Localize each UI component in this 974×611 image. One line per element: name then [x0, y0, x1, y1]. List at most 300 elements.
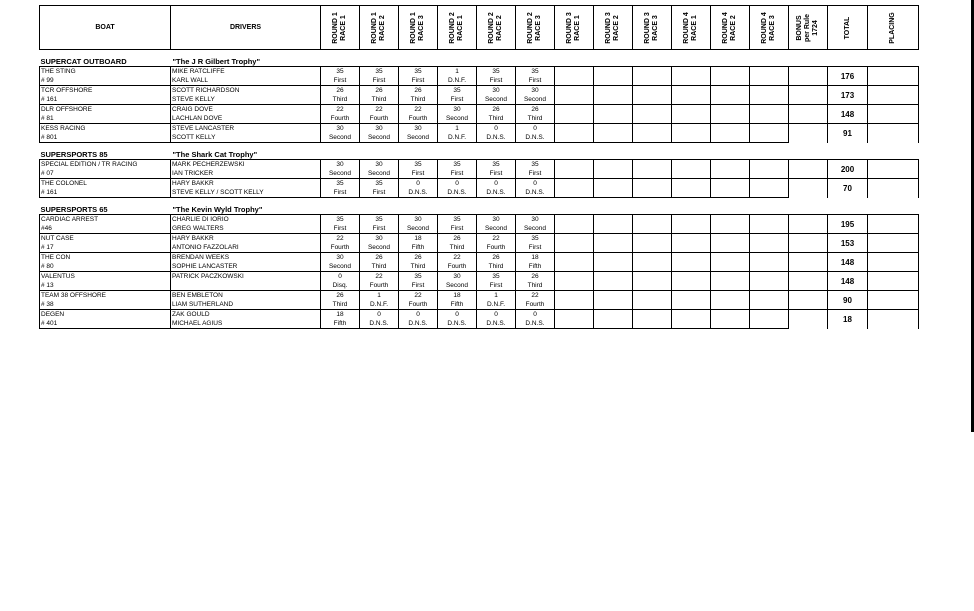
race-place: Fourth	[516, 300, 555, 310]
race-place: Third	[477, 262, 516, 272]
race-points	[750, 291, 789, 301]
race-place	[672, 169, 711, 179]
race-place: Third	[360, 95, 399, 105]
race-points: 22	[360, 272, 399, 282]
race-place	[594, 133, 633, 143]
entry-row-detail	[40, 95, 919, 105]
race-points	[672, 310, 711, 320]
race-points: 30	[477, 86, 516, 96]
race-points: 18	[321, 310, 360, 320]
race-place: First	[360, 224, 399, 234]
entry-row-detail	[40, 262, 919, 272]
race-points	[672, 105, 711, 115]
race-place	[711, 133, 750, 143]
boat-name: VALENTUS	[40, 272, 171, 282]
bonus-cell	[789, 86, 828, 105]
race-points: 26	[399, 253, 438, 263]
driver-1: SCOTT RICHARDSON	[171, 86, 321, 96]
bonus-cell	[789, 272, 828, 291]
race-place: First	[438, 224, 477, 234]
race-points: 35	[321, 67, 360, 77]
race-points	[711, 124, 750, 134]
race-points: 35	[399, 67, 438, 77]
race-header-8	[594, 6, 633, 50]
boat-number: # 401	[40, 319, 171, 329]
race-header-7-label: ROUND 3 RACE 1	[566, 11, 581, 44]
race-points: 22	[360, 105, 399, 115]
driver-1: MARK PECHERZEWSKI	[171, 160, 321, 170]
race-place: Fourth	[399, 300, 438, 310]
race-points: 1	[360, 291, 399, 301]
race-points: 22	[477, 234, 516, 244]
race-points: 0	[477, 310, 516, 320]
race-points	[711, 215, 750, 225]
section-header-row	[40, 55, 919, 67]
placing-header-label: PLACING	[889, 11, 896, 44]
race-place	[594, 169, 633, 179]
bonus-cell	[789, 67, 828, 86]
race-header-7	[555, 6, 594, 50]
race-points	[711, 310, 750, 320]
race-header-4-label: ROUND 2 RACE 1	[449, 11, 464, 44]
entry-row	[40, 179, 919, 189]
race-points	[594, 272, 633, 282]
race-points	[711, 86, 750, 96]
driver-1: BRENDAN WEEKS	[171, 253, 321, 263]
race-points: 26	[321, 291, 360, 301]
race-place	[555, 169, 594, 179]
driver-2: STEVE KELLY	[171, 95, 321, 105]
driver-2: IAN TRICKER	[171, 169, 321, 179]
entry-row	[40, 310, 919, 320]
boat-header: BOAT	[40, 6, 171, 50]
race-points: 35	[516, 67, 555, 77]
race-points	[750, 253, 789, 263]
race-place	[672, 188, 711, 198]
driver-1: STEVE LANCASTER	[171, 124, 321, 134]
boat-number: # 161	[40, 188, 171, 198]
placing-cell	[868, 215, 919, 234]
race-place	[633, 188, 672, 198]
race-points: 26	[516, 272, 555, 282]
driver-1: CHARLIE DI IORIO	[171, 215, 321, 225]
race-header-5-label: ROUND 2 RACE 2	[488, 11, 503, 44]
boat-name: CARDIAC ARREST	[40, 215, 171, 225]
race-points	[633, 67, 672, 77]
total-value: 18	[828, 310, 868, 329]
race-points	[594, 105, 633, 115]
boat-name: THE STING	[40, 67, 171, 77]
race-place	[555, 319, 594, 329]
race-points	[633, 291, 672, 301]
boat-name: DEGEN	[40, 310, 171, 320]
race-points	[672, 272, 711, 282]
race-points: 30	[438, 105, 477, 115]
race-points	[672, 86, 711, 96]
total-value: 148	[828, 105, 868, 124]
driver-2: LIAM SUTHERLAND	[171, 300, 321, 310]
race-place	[711, 114, 750, 124]
race-header-1-label: ROUND 1 RACE 1	[332, 11, 347, 44]
entry-row	[40, 253, 919, 263]
bonus-cell	[789, 310, 828, 329]
race-points: 35	[321, 215, 360, 225]
driver-2: MICHAEL AGIUS	[171, 319, 321, 329]
race-points	[750, 179, 789, 189]
section-name: SUPERSPORTS 85	[40, 150, 108, 159]
race-place	[594, 224, 633, 234]
trophy-name: "The Shark Cat Trophy"	[172, 150, 258, 159]
placing-header	[868, 6, 919, 50]
race-place	[555, 188, 594, 198]
race-place: D.N.F.	[360, 300, 399, 310]
total-value: 148	[828, 272, 868, 291]
total-value: 91	[828, 124, 868, 143]
race-points	[750, 86, 789, 96]
race-place	[555, 224, 594, 234]
boat-number: # 81	[40, 114, 171, 124]
race-place: First	[321, 224, 360, 234]
race-place	[750, 243, 789, 253]
race-points: 30	[321, 160, 360, 170]
race-points	[633, 234, 672, 244]
total-header	[828, 6, 868, 50]
race-points: 30	[399, 215, 438, 225]
section-filler	[321, 55, 919, 67]
race-place	[672, 262, 711, 272]
race-points: 30	[360, 124, 399, 134]
race-points: 0	[399, 179, 438, 189]
race-points	[555, 179, 594, 189]
race-place	[594, 281, 633, 291]
race-place: Third	[516, 281, 555, 291]
race-place: First	[516, 76, 555, 86]
race-place: Second	[360, 243, 399, 253]
race-place: Second	[516, 224, 555, 234]
race-place: First	[477, 76, 516, 86]
race-place: Fifth	[438, 300, 477, 310]
boat-name: SPECIAL EDITION / TR RACING	[40, 160, 171, 170]
race-points: 30	[321, 253, 360, 263]
driver-1: BEN EMBLETON	[171, 291, 321, 301]
entry-row-detail	[40, 319, 919, 329]
race-place	[672, 243, 711, 253]
race-place: Third	[516, 114, 555, 124]
race-points: 26	[477, 105, 516, 115]
race-points	[672, 67, 711, 77]
total-header-label: TOTAL	[843, 16, 851, 39]
race-points	[633, 179, 672, 189]
entry-row	[40, 105, 919, 115]
race-header-2-label: ROUND 1 RACE 2	[371, 11, 386, 44]
race-place	[594, 300, 633, 310]
race-place: First	[438, 95, 477, 105]
race-place	[633, 133, 672, 143]
race-points	[594, 253, 633, 263]
race-place	[672, 95, 711, 105]
driver-2: KARL WALL	[171, 76, 321, 86]
race-place: First	[516, 169, 555, 179]
race-points: 35	[477, 67, 516, 77]
race-place: Second	[399, 133, 438, 143]
race-place: First	[399, 169, 438, 179]
race-points	[555, 234, 594, 244]
race-place: D.N.F.	[438, 133, 477, 143]
race-place	[672, 300, 711, 310]
race-place: D.N.S.	[477, 133, 516, 143]
race-place	[750, 300, 789, 310]
header-row	[40, 6, 919, 50]
race-place	[672, 281, 711, 291]
bonus-cell	[789, 105, 828, 124]
race-points: 30	[360, 234, 399, 244]
race-points: 1	[438, 124, 477, 134]
race-place: Third	[477, 114, 516, 124]
boat-name: DLR OFFSHORE	[40, 105, 171, 115]
race-header-5	[477, 6, 516, 50]
race-points: 0	[516, 310, 555, 320]
race-points	[594, 124, 633, 134]
race-points	[711, 253, 750, 263]
race-place	[750, 95, 789, 105]
race-place	[555, 262, 594, 272]
bonus-cell	[789, 124, 828, 143]
race-points	[750, 272, 789, 282]
placing-cell	[868, 291, 919, 310]
driver-1: PATRICK PACZKOWSKI	[171, 272, 321, 282]
race-place: Second	[516, 95, 555, 105]
boat-name: KESS RACING	[40, 124, 171, 134]
total-value: 200	[828, 160, 868, 179]
entry-row	[40, 86, 919, 96]
race-place: Fifth	[321, 319, 360, 329]
race-place	[672, 76, 711, 86]
race-place	[555, 95, 594, 105]
trophy-name: "The J R Gilbert Trophy"	[172, 57, 261, 66]
boat-name: TCR OFFSHORE	[40, 86, 171, 96]
race-place: D.N.S.	[399, 188, 438, 198]
race-place	[750, 114, 789, 124]
entry-row-detail	[40, 188, 919, 198]
bonus-cell	[789, 291, 828, 310]
race-place	[750, 262, 789, 272]
race-place	[594, 243, 633, 253]
race-points: 22	[399, 291, 438, 301]
race-place: Third	[360, 262, 399, 272]
race-points	[555, 86, 594, 96]
entry-row	[40, 291, 919, 301]
race-points	[750, 105, 789, 115]
race-points	[672, 160, 711, 170]
race-place	[594, 188, 633, 198]
race-points	[633, 253, 672, 263]
race-points: 26	[438, 234, 477, 244]
race-points	[672, 215, 711, 225]
race-points	[555, 310, 594, 320]
race-points: 0	[360, 310, 399, 320]
placing-cell	[868, 234, 919, 253]
entry-row-detail	[40, 114, 919, 124]
race-place: Second	[399, 224, 438, 234]
race-header-3	[399, 6, 438, 50]
race-place: Fourth	[477, 243, 516, 253]
bonus-cell	[789, 253, 828, 272]
race-place: Third	[321, 300, 360, 310]
boat-number: # 801	[40, 133, 171, 143]
race-points: 35	[477, 272, 516, 282]
total-value: 153	[828, 234, 868, 253]
entry-row	[40, 215, 919, 225]
race-points	[555, 124, 594, 134]
race-place	[555, 114, 594, 124]
race-place: D.N.S.	[477, 188, 516, 198]
race-place: First	[399, 281, 438, 291]
race-place	[711, 188, 750, 198]
race-points: 0	[321, 272, 360, 282]
race-points: 35	[516, 234, 555, 244]
race-place	[672, 224, 711, 234]
race-place	[633, 243, 672, 253]
race-header-2	[360, 6, 399, 50]
race-points: 35	[321, 179, 360, 189]
race-place: Fourth	[321, 114, 360, 124]
driver-2: GREG WALTERS	[171, 224, 321, 234]
placing-cell	[868, 253, 919, 272]
race-place: Second	[438, 114, 477, 124]
race-points	[711, 272, 750, 282]
race-points: 30	[360, 160, 399, 170]
race-header-6-label: ROUND 2 RACE 3	[527, 11, 542, 44]
race-place: Third	[438, 243, 477, 253]
race-place	[750, 281, 789, 291]
race-header-11-label: ROUND 4 RACE 2	[722, 11, 737, 44]
race-points	[633, 160, 672, 170]
race-place: D.N.S.	[360, 319, 399, 329]
race-points	[555, 105, 594, 115]
race-points	[555, 160, 594, 170]
race-header-10-label: ROUND 4 RACE 1	[683, 11, 698, 44]
race-points: 18	[438, 291, 477, 301]
race-place	[750, 169, 789, 179]
race-points	[711, 67, 750, 77]
race-points: 35	[360, 215, 399, 225]
race-points: 0	[438, 310, 477, 320]
race-place	[672, 133, 711, 143]
race-place	[555, 281, 594, 291]
race-points: 35	[399, 272, 438, 282]
race-place	[711, 262, 750, 272]
section-header-row	[40, 203, 919, 215]
race-points: 0	[477, 124, 516, 134]
race-points	[750, 215, 789, 225]
race-points	[750, 234, 789, 244]
boat-number: #46	[40, 224, 171, 234]
bonus-header	[789, 6, 828, 50]
race-points	[711, 179, 750, 189]
race-points: 22	[321, 105, 360, 115]
bonus-cell	[789, 215, 828, 234]
race-points	[555, 67, 594, 77]
boat-name: TEAM 38 OFFSHORE	[40, 291, 171, 301]
driver-1: HARY BAKKR	[171, 234, 321, 244]
race-place	[633, 281, 672, 291]
placing-cell	[868, 124, 919, 143]
boat-number: # 07	[40, 169, 171, 179]
boat-number: # 99	[40, 76, 171, 86]
race-place	[555, 133, 594, 143]
race-header-12-label: ROUND 4 RACE 3	[761, 11, 776, 44]
boat-number: # 17	[40, 243, 171, 253]
race-place	[633, 300, 672, 310]
race-place: First	[477, 281, 516, 291]
race-points: 26	[399, 86, 438, 96]
race-points	[594, 179, 633, 189]
race-place: First	[399, 76, 438, 86]
race-points	[594, 310, 633, 320]
entry-row	[40, 160, 919, 170]
race-place: First	[360, 76, 399, 86]
driver-2	[171, 281, 321, 291]
race-header-11	[711, 6, 750, 50]
race-points: 35	[477, 160, 516, 170]
race-place	[711, 76, 750, 86]
race-place	[555, 300, 594, 310]
race-points: 35	[438, 215, 477, 225]
total-value: 90	[828, 291, 868, 310]
bonus-cell	[789, 234, 828, 253]
race-points: 0	[516, 124, 555, 134]
race-place: Second	[321, 133, 360, 143]
boat-number: # 161	[40, 95, 171, 105]
drivers-header: DRIVERS	[171, 6, 321, 50]
race-place	[633, 169, 672, 179]
race-points	[711, 105, 750, 115]
race-header-1	[321, 6, 360, 50]
entry-row-detail	[40, 224, 919, 234]
race-place: Third	[321, 95, 360, 105]
race-place	[633, 262, 672, 272]
race-place	[750, 76, 789, 86]
race-points	[633, 272, 672, 282]
race-place: D.N.S.	[516, 133, 555, 143]
bonus-cell	[789, 160, 828, 179]
entry-row-detail	[40, 133, 919, 143]
race-place: Second	[321, 169, 360, 179]
race-place	[594, 95, 633, 105]
race-place: First	[321, 188, 360, 198]
placing-cell	[868, 67, 919, 86]
race-header-9-label: ROUND 3 RACE 3	[644, 11, 659, 44]
race-points	[750, 67, 789, 77]
race-points	[594, 234, 633, 244]
race-points: 26	[477, 253, 516, 263]
race-place	[750, 133, 789, 143]
race-place	[750, 224, 789, 234]
race-points	[672, 234, 711, 244]
race-place: Fourth	[360, 281, 399, 291]
race-place: D.N.S.	[516, 188, 555, 198]
boat-number: # 38	[40, 300, 171, 310]
race-points: 35	[438, 86, 477, 96]
placing-cell	[868, 105, 919, 124]
race-points: 22	[399, 105, 438, 115]
entry-row	[40, 67, 919, 77]
section-name: SUPERSPORTS 65	[40, 205, 108, 214]
race-place	[672, 319, 711, 329]
driver-2: SCOTT KELLY	[171, 133, 321, 143]
race-place: D.N.F.	[477, 300, 516, 310]
race-points: 30	[399, 124, 438, 134]
